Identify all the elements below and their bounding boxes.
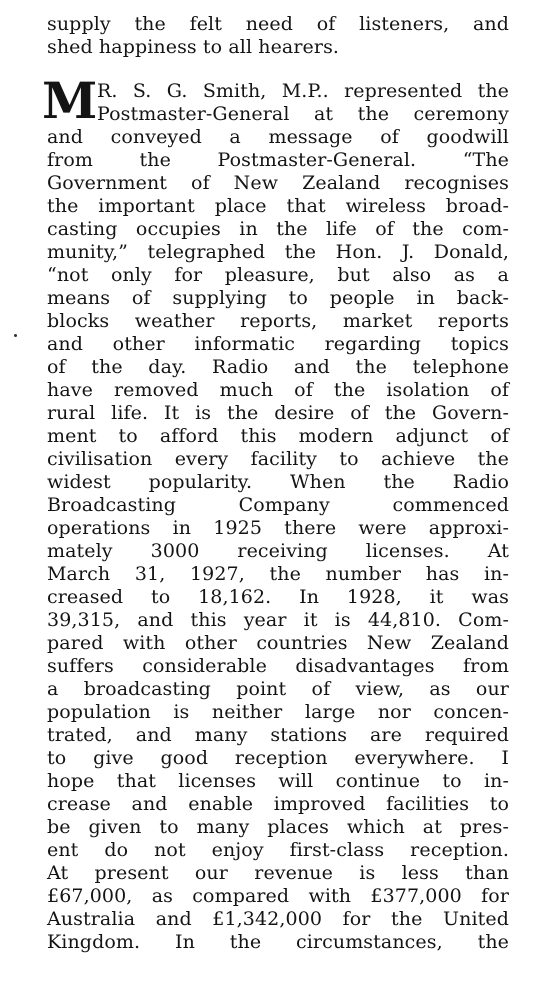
text-line: supply the felt need of listeners, and — [47, 13, 509, 35]
text-line: Australia and £1,342,000 for the United — [47, 908, 509, 930]
text-line: and other informatic regarding topics — [47, 333, 509, 355]
text-line: ent do not enjoy first-class reception. — [47, 839, 509, 861]
text-line: crease and enable improved facilities to — [47, 793, 509, 815]
text-line: have removed much of the isolation of — [47, 379, 509, 401]
text-line: suffers considerable disadvantages from — [47, 655, 509, 677]
text-line: civilisation every facility to achieve the — [47, 448, 509, 470]
text-line: Postmaster-General at the ceremony — [97, 103, 509, 125]
text-line: and conveyed a message of goodwill — [47, 126, 509, 148]
text-line: shed happiness to all hearers. — [47, 36, 340, 58]
text-line: R. S. G. Smith, M.P.. represented the — [97, 80, 509, 102]
text-line: from the Postmaster-General. “The — [47, 149, 509, 171]
text-line: widest popularity. When the Radio — [47, 471, 509, 493]
text-line: ment to afford this modern adjunct of — [47, 425, 509, 447]
text-line: hope that licenses will continue to in- — [47, 770, 509, 792]
text-line: £67,000, as compared with £377,000 for — [47, 885, 509, 907]
text-line: creased to 18,162. In 1928, it was — [47, 586, 509, 608]
text-line: Kingdom. In the circumstances, the — [47, 931, 509, 953]
text-line: rural life. It is the desire of the Govern- — [47, 402, 509, 424]
text-line: population is neither large nor concen- — [47, 701, 509, 723]
text-line: March 31, 1927, the number has in- — [47, 563, 509, 585]
text-line: operations in 1925 there were approxi- — [47, 517, 509, 539]
text-line: mately 3000 receiving licenses. At — [47, 540, 509, 562]
text-line: a broadcasting point of view, as our — [47, 678, 509, 700]
text-line: casting occupies in the life of the com- — [47, 218, 509, 240]
text-line: means of supplying to people in back- — [47, 287, 509, 309]
text-line: trated, and many stations are required — [47, 724, 509, 746]
text-line: the important place that wireless broad- — [47, 195, 509, 217]
text-line: munity,” telegraphed the Hon. J. Donald, — [47, 241, 509, 263]
text-line: Government of New Zealand recognises — [47, 172, 509, 194]
drop-cap: M — [42, 71, 95, 130]
text-line: pared with other countries New Zealand — [47, 632, 509, 654]
text-line: of the day. Radio and the telephone — [47, 356, 509, 378]
text-line: Broadcasting Company commenced — [47, 494, 509, 516]
text-line: At present our revenue is less than — [47, 862, 509, 884]
text-line: “not only for pleasure, but also as a — [47, 264, 509, 286]
text-line: blocks weather reports, market reports — [47, 310, 509, 332]
text-line: be given to many places which at pres- — [47, 816, 509, 838]
text-line: 39,315, and this year it is 44,810. Com- — [47, 609, 509, 631]
text-line: to give good reception everywhere. I — [47, 747, 509, 769]
print-speck — [14, 334, 17, 337]
